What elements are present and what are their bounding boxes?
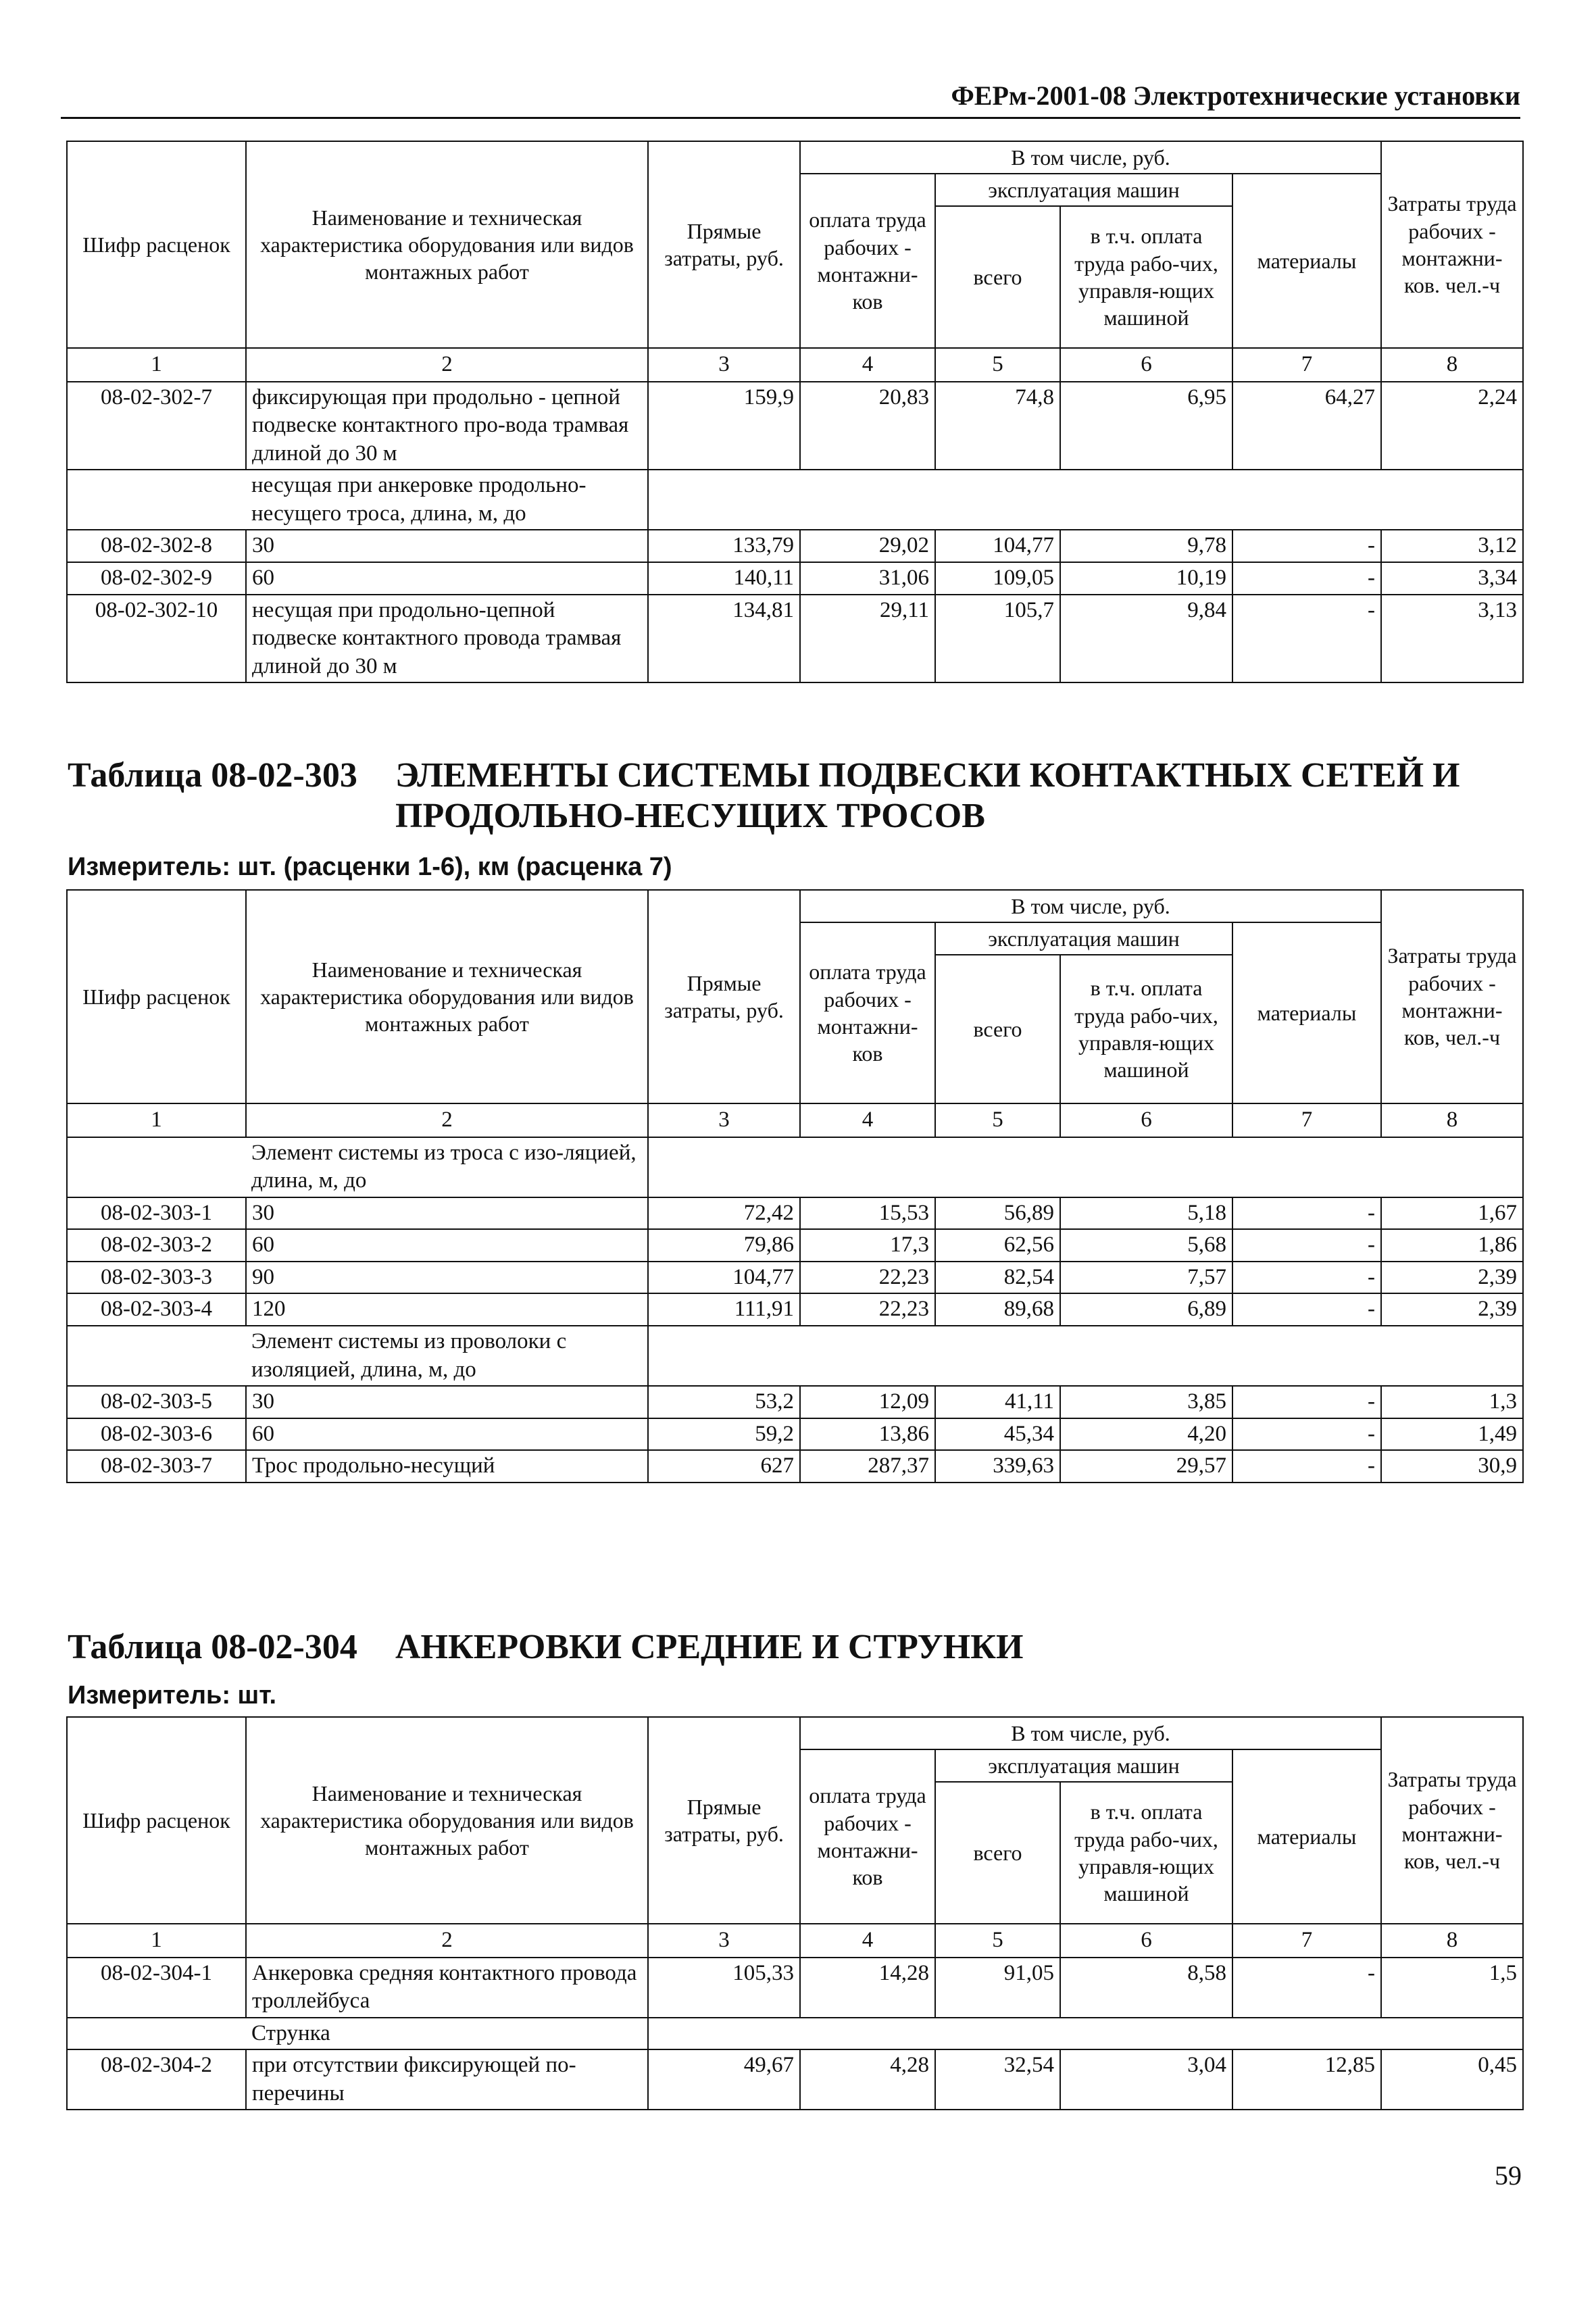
table-row [67, 1262, 1523, 1294]
table-303-title: ЭЛЕМЕНТЫ СИСТЕМЫ ПОДВЕСКИ КОНТАКТНЫХ СЕТЕЙ И ПРОДОЛЬНО-НЕСУЩИХ ТРОСОВ [395, 756, 1460, 835]
col-code-header: Шифр расценок [67, 141, 246, 348]
cell-machines-total: 91,05 [935, 1958, 1060, 2018]
cell-name: Анкеровка средняя контактного провода троллейбуса [246, 1958, 648, 2018]
cell-wages: 20,83 [800, 382, 935, 470]
table-row [67, 1229, 1523, 1262]
column-number-row [67, 348, 1523, 382]
table-row [67, 1418, 1523, 1451]
cell-machines-total: 339,63 [935, 1450, 1060, 1483]
section-label: Элемент системы из проволоки с изоляцией, длина, м, до [246, 1326, 648, 1386]
cell-name: 60 [246, 562, 648, 595]
cell-operators-wages: 10,19 [1060, 562, 1232, 595]
cell-wages: 14,28 [800, 1958, 935, 2018]
col-labor-header: Затраты труда рабочих - монтажни-ков, чел.-ч [1381, 890, 1523, 1103]
col-operators-header: в т.ч. оплата труда рабо-чих, управля-ющих машиной [1060, 206, 1232, 348]
cell-name: при отсутствии фиксирующей по-перечины [246, 2049, 648, 2110]
cell-name: несущая при продольно-цепной подвеске контактного провода трамвая длиной до 30 м [246, 595, 648, 683]
col-incl-header: В том числе, руб. [800, 890, 1381, 922]
cell-operators-wages: 7,57 [1060, 1262, 1232, 1294]
cell-machines-total: 104,77 [935, 530, 1060, 562]
cell-materials: - [1232, 1293, 1381, 1326]
col-labor-header: Затраты труда рабочих - монтажни-ков, чел.-ч [1381, 1717, 1523, 1924]
cell-operators-wages: 8,58 [1060, 1958, 1232, 2018]
col-wages-header: оплата труда рабочих - монтажни-ков [800, 174, 935, 348]
col-num: 2 [246, 1924, 648, 1958]
col-num: 8 [1381, 348, 1523, 382]
section-fill [648, 1326, 1523, 1386]
cell-labor: 1,49 [1381, 1418, 1523, 1451]
col-code-header: Шифр расценок [67, 1717, 246, 1924]
col-num: 1 [67, 1103, 246, 1137]
table-body [67, 1958, 1523, 2110]
table-row [67, 1450, 1523, 1483]
table-row [67, 595, 1523, 683]
cell-direct-cost: 627 [648, 1450, 800, 1483]
cell-code: 08-02-302-10 [67, 595, 246, 683]
cell-name: 60 [246, 1418, 648, 1451]
cell-code: 08-02-303-3 [67, 1262, 246, 1294]
cell-direct-cost: 104,77 [648, 1262, 800, 1294]
section-spacer [67, 1137, 246, 1197]
cell-labor: 3,34 [1381, 562, 1523, 595]
cell-operators-wages: 9,84 [1060, 595, 1232, 683]
cell-code: 08-02-304-2 [67, 2049, 246, 2110]
column-number-row [67, 1924, 1523, 1958]
cell-materials: - [1232, 562, 1381, 595]
cell-direct-cost: 49,67 [648, 2049, 800, 2110]
cell-machines-total: 62,56 [935, 1229, 1060, 1262]
col-num: 7 [1232, 1103, 1381, 1137]
col-name-header: Наименование и техническая характеристика оборудования или видов монтажных работ [246, 141, 648, 348]
cell-direct-cost: 72,42 [648, 1197, 800, 1230]
cell-materials: - [1232, 595, 1381, 683]
section-row [67, 2018, 1523, 2050]
cell-labor: 2,39 [1381, 1293, 1523, 1326]
cell-code: 08-02-303-7 [67, 1450, 246, 1483]
section-spacer [67, 1326, 246, 1386]
cell-wages: 22,23 [800, 1262, 935, 1294]
col-incl-header: В том числе, руб. [800, 1717, 1381, 1749]
table-row [67, 562, 1523, 595]
table-303-measure: Измеритель: шт. (расценки 1-6), км (расценка 7) [68, 853, 672, 881]
cell-materials: - [1232, 1418, 1381, 1451]
col-incl-header: В том числе, руб. [800, 141, 1381, 174]
cell-machines-total: 41,11 [935, 1386, 1060, 1418]
col-wages-header: оплата труда рабочих - монтажни-ков [800, 1749, 935, 1924]
cell-wages: 22,23 [800, 1293, 935, 1326]
cell-operators-wages: 3,85 [1060, 1386, 1232, 1418]
cell-machines-total: 109,05 [935, 562, 1060, 595]
cell-labor: 2,39 [1381, 1262, 1523, 1294]
cell-labor: 1,3 [1381, 1386, 1523, 1418]
table-08-02-304 [66, 1716, 1524, 2110]
cell-materials: 12,85 [1232, 2049, 1381, 2110]
col-name-header: Наименование и техническая характеристика оборудования или видов монтажных работ [246, 890, 648, 1103]
table-304-label: Таблица 08-02-304 [68, 1628, 357, 1666]
table-row [67, 530, 1523, 562]
cell-labor: 1,67 [1381, 1197, 1523, 1230]
col-materials-header: материалы [1232, 922, 1381, 1103]
cell-wages: 29,02 [800, 530, 935, 562]
section-fill [648, 1137, 1523, 1197]
cell-labor: 30,9 [1381, 1450, 1523, 1483]
table-304-title: АНКЕРОВКИ СРЕДНИЕ И СТРУНКИ [395, 1628, 1024, 1666]
cell-operators-wages: 5,68 [1060, 1229, 1232, 1262]
cell-machines-total: 45,34 [935, 1418, 1060, 1451]
section-fill [648, 470, 1523, 530]
col-num: 5 [935, 1103, 1060, 1137]
cell-labor: 1,5 [1381, 1958, 1523, 2018]
cell-materials: 64,27 [1232, 382, 1381, 470]
col-num: 3 [648, 1103, 800, 1137]
cell-operators-wages: 4,20 [1060, 1418, 1232, 1451]
col-total-header: всего [935, 955, 1060, 1103]
table-header [67, 141, 1523, 382]
col-name-header: Наименование и техническая характеристика оборудования или видов монтажных работ [246, 1717, 648, 1924]
col-materials-header: материалы [1232, 174, 1381, 348]
cell-wages: 12,09 [800, 1386, 935, 1418]
cell-machines-total: 74,8 [935, 382, 1060, 470]
cell-wages: 15,53 [800, 1197, 935, 1230]
section-row [67, 470, 1523, 530]
cell-machines-total: 105,7 [935, 595, 1060, 683]
cell-name: 30 [246, 530, 648, 562]
cell-direct-cost: 134,81 [648, 595, 800, 683]
table-row [67, 1958, 1523, 2018]
cell-name: 30 [246, 1386, 648, 1418]
cell-wages: 17,3 [800, 1229, 935, 1262]
cell-materials: - [1232, 1450, 1381, 1483]
cell-code: 08-02-302-9 [67, 562, 246, 595]
cell-labor: 2,24 [1381, 382, 1523, 470]
cell-code: 08-02-302-8 [67, 530, 246, 562]
section-spacer [67, 2018, 246, 2050]
col-num: 1 [67, 1924, 246, 1958]
col-machines-header: эксплуатация машин [935, 922, 1232, 955]
col-num: 4 [800, 348, 935, 382]
cell-code: 08-02-303-1 [67, 1197, 246, 1230]
col-num: 5 [935, 348, 1060, 382]
cell-materials: - [1232, 1262, 1381, 1294]
cell-name: фиксирующая при продольно - цепной подвеске контактного про-вода трамвая длиной до 30 м [246, 382, 648, 470]
cell-operators-wages: 9,78 [1060, 530, 1232, 562]
cell-direct-cost: 111,91 [648, 1293, 800, 1326]
cell-code: 08-02-303-2 [67, 1229, 246, 1262]
table-row [67, 1197, 1523, 1230]
cell-name: 30 [246, 1197, 648, 1230]
cell-materials: - [1232, 1386, 1381, 1418]
table-row [67, 1293, 1523, 1326]
table-08-02-302 [66, 141, 1524, 683]
col-num: 2 [246, 1103, 648, 1137]
col-num: 5 [935, 1924, 1060, 1958]
cell-operators-wages: 6,89 [1060, 1293, 1232, 1326]
cell-operators-wages: 5,18 [1060, 1197, 1232, 1230]
cell-materials: - [1232, 530, 1381, 562]
table-body [67, 382, 1523, 683]
cell-wages: 31,06 [800, 562, 935, 595]
cell-direct-cost: 133,79 [648, 530, 800, 562]
col-num: 3 [648, 348, 800, 382]
table-header [67, 1717, 1523, 1958]
col-num: 3 [648, 1924, 800, 1958]
cell-labor: 3,13 [1381, 595, 1523, 683]
table-row [67, 1386, 1523, 1418]
section-row [67, 1326, 1523, 1386]
cell-direct-cost: 79,86 [648, 1229, 800, 1262]
col-machines-header: эксплуатация машин [935, 1749, 1232, 1782]
cell-materials: - [1232, 1197, 1381, 1230]
cell-name: 60 [246, 1229, 648, 1262]
col-labor-header: Затраты труда рабочих - монтажни-ков. чел.-ч [1381, 141, 1523, 348]
cell-code: 08-02-303-6 [67, 1418, 246, 1451]
col-num: 8 [1381, 1103, 1523, 1137]
cell-direct-cost: 105,33 [648, 1958, 800, 2018]
table-08-02-303 [66, 889, 1524, 1483]
table-304-measure: Измеритель: шт. [68, 1681, 277, 1710]
column-number-row [67, 1103, 1523, 1137]
cell-code: 08-02-303-5 [67, 1386, 246, 1418]
cell-machines-total: 56,89 [935, 1197, 1060, 1230]
col-machines-header: эксплуатация машин [935, 174, 1232, 206]
cell-materials: - [1232, 1958, 1381, 2018]
col-num: 4 [800, 1103, 935, 1137]
section-label: несущая при анкеровке продольно-несущего троса, длина, м, до [246, 470, 648, 530]
cell-code: 08-02-302-7 [67, 382, 246, 470]
cell-wages: 13,86 [800, 1418, 935, 1451]
col-materials-header: материалы [1232, 1749, 1381, 1924]
section-fill [648, 2018, 1523, 2050]
cell-materials: - [1232, 1229, 1381, 1262]
cell-direct-cost: 140,11 [648, 562, 800, 595]
col-operators-header: в т.ч. оплата труда рабо-чих, управля-ющих машиной [1060, 955, 1232, 1103]
col-num: 4 [800, 1924, 935, 1958]
col-operators-header: в т.ч. оплата труда рабо-чих, управля-ющих машиной [1060, 1782, 1232, 1924]
col-num: 8 [1381, 1924, 1523, 1958]
cell-labor: 1,86 [1381, 1229, 1523, 1262]
cell-wages: 29,11 [800, 595, 935, 683]
col-num: 6 [1060, 1103, 1232, 1137]
cell-wages: 287,37 [800, 1450, 935, 1483]
cell-name: 120 [246, 1293, 648, 1326]
col-total-header: всего [935, 1782, 1060, 1924]
cell-code: 08-02-303-4 [67, 1293, 246, 1326]
col-num: 2 [246, 348, 648, 382]
cell-name: Трос продольно-несущий [246, 1450, 648, 1483]
cell-direct-cost: 53,2 [648, 1386, 800, 1418]
col-num: 6 [1060, 1924, 1232, 1958]
cell-operators-wages: 29,57 [1060, 1450, 1232, 1483]
cell-labor: 0,45 [1381, 2049, 1523, 2110]
col-total-header: всего [935, 206, 1060, 348]
table-row [67, 382, 1523, 470]
table-header [67, 890, 1523, 1137]
table-body [67, 1137, 1523, 1483]
running-header: ФЕРм-2001-08 Электротехнические установки [61, 80, 1520, 119]
cell-operators-wages: 3,04 [1060, 2049, 1232, 2110]
cell-operators-wages: 6,95 [1060, 382, 1232, 470]
cell-direct-cost: 159,9 [648, 382, 800, 470]
cell-machines-total: 89,68 [935, 1293, 1060, 1326]
section-row [67, 1137, 1523, 1197]
cell-labor: 3,12 [1381, 530, 1523, 562]
table-row [67, 2049, 1523, 2110]
cell-name: 90 [246, 1262, 648, 1294]
col-num: 7 [1232, 348, 1381, 382]
section-spacer [67, 470, 246, 530]
page-number: 59 [1495, 2160, 1522, 2191]
col-direct-header: Прямые затраты, руб. [648, 1717, 800, 1924]
col-num: 1 [67, 348, 246, 382]
cell-machines-total: 82,54 [935, 1262, 1060, 1294]
col-wages-header: оплата труда рабочих - монтажни-ков [800, 922, 935, 1103]
col-code-header: Шифр расценок [67, 890, 246, 1103]
cell-code: 08-02-304-1 [67, 1958, 246, 2018]
cell-wages: 4,28 [800, 2049, 935, 2110]
section-label: Струнка [246, 2018, 648, 2050]
col-num: 6 [1060, 348, 1232, 382]
cell-machines-total: 32,54 [935, 2049, 1060, 2110]
section-label: Элемент системы из троса с изо-ляцией, длина, м, до [246, 1137, 648, 1197]
table-303-label: Таблица 08-02-303 [68, 756, 357, 795]
col-direct-header: Прямые затраты, руб. [648, 141, 800, 348]
col-num: 7 [1232, 1924, 1381, 1958]
cell-direct-cost: 59,2 [648, 1418, 800, 1451]
col-direct-header: Прямые затраты, руб. [648, 890, 800, 1103]
